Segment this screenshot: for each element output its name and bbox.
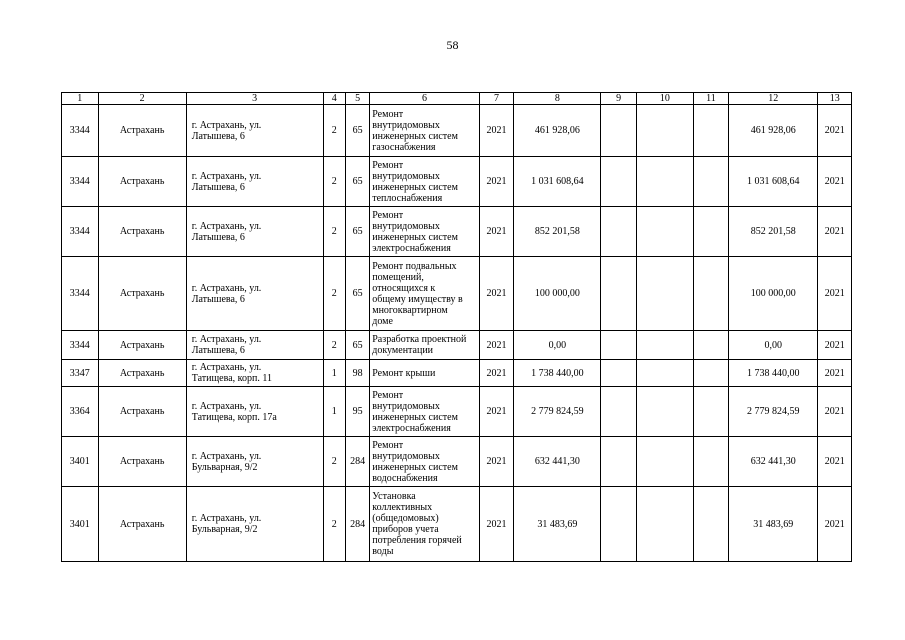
- column-9-cell: [601, 157, 636, 207]
- address-line-street: Латышева, 6: [191, 293, 245, 305]
- column-header-4: 4: [323, 93, 345, 105]
- table-body: [62, 105, 852, 562]
- work-type-cell: [370, 207, 480, 257]
- address-cell: [186, 207, 323, 257]
- column-11-cell: [693, 105, 728, 157]
- column-11-cell: [693, 387, 728, 437]
- table-row: [62, 437, 852, 487]
- address-line-street: Бульварная, 9/2: [191, 524, 258, 535]
- work-type-line: документации: [372, 345, 434, 356]
- column-header-8: 8: [514, 93, 601, 105]
- table-row: [62, 105, 852, 157]
- completion-year-cell: 2021: [818, 387, 852, 437]
- column-10-cell: [636, 257, 693, 331]
- address-cell: [186, 387, 323, 437]
- municipality-cell: Астрахань: [98, 387, 186, 437]
- work-type-cell: [370, 257, 480, 331]
- work-type-line: электроснабжения: [372, 422, 451, 434]
- column-header-3: 3: [186, 93, 323, 105]
- address-cell: [186, 157, 323, 207]
- work-type-cell: [370, 437, 480, 487]
- work-type-line: коллективных: [372, 502, 433, 513]
- address-line-city: г. Астрахань, ул.: [191, 220, 262, 232]
- house-id-cell: 3344: [62, 257, 99, 331]
- address-line-street: Латышева, 6: [191, 130, 245, 142]
- year-cell: 2021: [479, 105, 513, 157]
- year-cell: 2021: [479, 360, 513, 387]
- work-type-cell: [370, 387, 480, 437]
- completion-year-cell: 2021: [818, 437, 852, 487]
- column-10-cell: [636, 487, 693, 562]
- column-11-cell: [693, 487, 728, 562]
- address-cell: [186, 331, 323, 360]
- work-type-cell: [370, 105, 480, 157]
- work-type-line: доме: [372, 315, 393, 327]
- work-type-line: внутридомовых: [372, 400, 440, 412]
- work-type-line: инженерных систем: [372, 461, 458, 473]
- work-type-cell: [370, 360, 480, 387]
- apartments-cell: 65: [345, 257, 369, 331]
- table-row: [62, 207, 852, 257]
- funding-amount-cell: 100 000,00: [729, 257, 818, 331]
- address-line-city: г. Астрахань, ул.: [191, 513, 262, 524]
- address-line-city: г. Астрахань, ул.: [191, 282, 262, 294]
- municipality-cell: Астрахань: [98, 487, 186, 562]
- apartments-cell: 95: [345, 387, 369, 437]
- year-cell: 2021: [479, 387, 513, 437]
- column-11-cell: [693, 257, 728, 331]
- apartments-cell: 65: [345, 105, 369, 157]
- house-id-cell: 3344: [62, 157, 99, 207]
- work-type-line: инженерных систем: [372, 130, 458, 142]
- address-line-street: Татищева, корп. 17а: [191, 411, 277, 423]
- column-9-cell: [601, 360, 636, 387]
- address-line-street: Татищева, корп. 11: [191, 373, 272, 384]
- column-10-cell: [636, 105, 693, 157]
- funding-amount-cell: 1 738 440,00: [729, 360, 818, 387]
- completion-year-cell: 2021: [818, 331, 852, 360]
- address-line-city: г. Астрахань, ул.: [191, 170, 262, 182]
- floors-cell: 2: [323, 157, 345, 207]
- column-10-cell: [636, 157, 693, 207]
- work-type-line: приборов учета: [372, 524, 439, 535]
- work-type-line: Установка: [372, 491, 416, 502]
- year-cell: 2021: [479, 487, 513, 562]
- address-line-street: Латышева, 6: [191, 345, 245, 356]
- column-header-7: 7: [479, 93, 513, 105]
- total-cost-cell: 852 201,58: [514, 207, 601, 257]
- column-9-cell: [601, 331, 636, 360]
- work-type-line: Ремонт: [372, 209, 404, 221]
- work-type-line: электроснабжения: [372, 242, 451, 254]
- completion-year-cell: 2021: [818, 360, 852, 387]
- work-type-line: Ремонт: [372, 159, 404, 171]
- work-type-line: внутридомовых: [372, 119, 440, 131]
- total-cost-cell: 1 031 608,64: [514, 157, 601, 207]
- floors-cell: 2: [323, 437, 345, 487]
- house-id-cell: 3347: [62, 360, 99, 387]
- apartments-cell: 284: [345, 437, 369, 487]
- completion-year-cell: 2021: [818, 257, 852, 331]
- work-type-line: общему имуществу в: [372, 293, 463, 305]
- house-id-cell: 3344: [62, 207, 99, 257]
- address-cell: [186, 487, 323, 562]
- apartments-cell: 65: [345, 207, 369, 257]
- completion-year-cell: 2021: [818, 207, 852, 257]
- column-header-12: 12: [729, 93, 818, 105]
- column-11-cell: [693, 207, 728, 257]
- column-9-cell: [601, 207, 636, 257]
- funding-amount-cell: 0,00: [729, 331, 818, 360]
- funding-amount-cell: 2 779 824,59: [729, 387, 818, 437]
- table-row: [62, 257, 852, 331]
- address-line-street: Латышева, 6: [191, 181, 245, 193]
- completion-year-cell: 2021: [818, 157, 852, 207]
- table-row: [62, 331, 852, 360]
- column-10-cell: [636, 360, 693, 387]
- floors-cell: 2: [323, 105, 345, 157]
- year-cell: 2021: [479, 331, 513, 360]
- total-cost-cell: 31 483,69: [514, 487, 601, 562]
- table-row: [62, 360, 852, 387]
- total-cost-cell: 632 441,30: [514, 437, 601, 487]
- total-cost-cell: 461 928,06: [514, 105, 601, 157]
- column-10-cell: [636, 437, 693, 487]
- column-11-cell: [693, 360, 728, 387]
- work-type-line: внутридомовых: [372, 170, 440, 182]
- column-header-6: 6: [370, 93, 480, 105]
- address-cell: [186, 360, 323, 387]
- column-header-11: 11: [693, 93, 728, 105]
- column-9-cell: [601, 437, 636, 487]
- column-10-cell: [636, 331, 693, 360]
- work-type-line: воды: [372, 546, 394, 557]
- work-type-line: Ремонт: [372, 108, 404, 120]
- address-line-city: г. Астрахань, ул.: [191, 400, 262, 412]
- municipality-cell: Астрахань: [98, 360, 186, 387]
- column-11-cell: [693, 157, 728, 207]
- address-line-street: Бульварная, 9/2: [191, 461, 258, 473]
- work-type-line: внутридомовых: [372, 220, 440, 232]
- work-type-line: (общедомовых): [372, 513, 439, 524]
- floors-cell: 2: [323, 207, 345, 257]
- work-type-line: теплоснабжения: [372, 192, 443, 204]
- column-11-cell: [693, 437, 728, 487]
- page-number: 58: [446, 38, 459, 52]
- column-9-cell: [601, 487, 636, 562]
- floors-cell: 2: [323, 487, 345, 562]
- house-id-cell: 3401: [62, 487, 99, 562]
- work-type-cell: [370, 487, 480, 562]
- total-cost-cell: 1 738 440,00: [514, 360, 601, 387]
- municipality-cell: Астрахань: [98, 331, 186, 360]
- column-11-cell: [693, 331, 728, 360]
- table-row: [62, 387, 852, 437]
- column-header-13: 13: [818, 93, 852, 105]
- address-line-street: Латышева, 6: [191, 231, 245, 243]
- work-type-line: Ремонт: [372, 439, 404, 451]
- funding-amount-cell: 632 441,30: [729, 437, 818, 487]
- house-id-cell: 3364: [62, 387, 99, 437]
- total-cost-cell: 0,00: [514, 331, 601, 360]
- year-cell: 2021: [479, 157, 513, 207]
- year-cell: 2021: [479, 437, 513, 487]
- funding-amount-cell: 461 928,06: [729, 105, 818, 157]
- column-header-9: 9: [601, 93, 636, 105]
- funding-amount-cell: 1 031 608,64: [729, 157, 818, 207]
- address-cell: [186, 437, 323, 487]
- address-cell: [186, 105, 323, 157]
- work-type-line: газоснабжения: [372, 141, 436, 153]
- municipality-cell: Астрахань: [98, 257, 186, 331]
- house-id-cell: 3401: [62, 437, 99, 487]
- column-10-cell: [636, 387, 693, 437]
- work-type-line: помещений,: [372, 271, 424, 283]
- column-9-cell: [601, 105, 636, 157]
- completion-year-cell: 2021: [818, 487, 852, 562]
- completion-year-cell: 2021: [818, 105, 852, 157]
- municipality-cell: Астрахань: [98, 437, 186, 487]
- apartments-cell: 284: [345, 487, 369, 562]
- work-type-line: внутридомовых: [372, 450, 440, 462]
- header-row: [62, 93, 852, 105]
- municipality-cell: Астрахань: [98, 105, 186, 157]
- municipality-cell: Астрахань: [98, 157, 186, 207]
- total-cost-cell: 2 779 824,59: [514, 387, 601, 437]
- floors-cell: 1: [323, 360, 345, 387]
- work-type-line: Ремонт: [372, 389, 404, 401]
- column-header-5: 5: [345, 93, 369, 105]
- floors-cell: 2: [323, 331, 345, 360]
- work-type-line: потребления горячей: [372, 535, 462, 546]
- address-cell: [186, 257, 323, 331]
- work-type-line: относящихся к: [372, 282, 436, 294]
- column-header-1: 1: [62, 93, 99, 105]
- year-cell: 2021: [479, 257, 513, 331]
- table-row: [62, 157, 852, 207]
- column-9-cell: [601, 387, 636, 437]
- funding-amount-cell: 852 201,58: [729, 207, 818, 257]
- work-type-line: Разработка проектной: [372, 334, 467, 345]
- apartments-cell: 98: [345, 360, 369, 387]
- table-row: [62, 487, 852, 562]
- work-type-line: многоквартирном: [372, 304, 448, 316]
- floors-cell: 2: [323, 257, 345, 331]
- year-cell: 2021: [479, 207, 513, 257]
- column-header-10: 10: [636, 93, 693, 105]
- work-type-cell: [370, 157, 480, 207]
- apartments-cell: 65: [345, 157, 369, 207]
- apartments-cell: 65: [345, 331, 369, 360]
- column-header-2: 2: [98, 93, 186, 105]
- total-cost-cell: 100 000,00: [514, 257, 601, 331]
- work-type-line: Ремонт подвальных: [372, 260, 457, 272]
- address-line-city: г. Астрахань, ул.: [191, 362, 262, 373]
- house-id-cell: 3344: [62, 105, 99, 157]
- work-type-line: инженерных систем: [372, 181, 458, 193]
- repair-schedule-table: [61, 92, 852, 562]
- work-type-line: водоснабжения: [372, 472, 438, 484]
- work-type-line: инженерных систем: [372, 411, 458, 423]
- column-10-cell: [636, 207, 693, 257]
- address-line-city: г. Астрахань, ул.: [191, 450, 262, 462]
- column-9-cell: [601, 257, 636, 331]
- address-line-city: г. Астрахань, ул.: [191, 119, 262, 131]
- floors-cell: 1: [323, 387, 345, 437]
- house-id-cell: 3344: [62, 331, 99, 360]
- work-type-line: инженерных систем: [372, 231, 458, 243]
- work-type-line: Ремонт крыши: [372, 367, 436, 379]
- municipality-cell: Астрахань: [98, 207, 186, 257]
- address-line-city: г. Астрахань, ул.: [191, 334, 262, 345]
- work-type-cell: [370, 331, 480, 360]
- funding-amount-cell: 31 483,69: [729, 487, 818, 562]
